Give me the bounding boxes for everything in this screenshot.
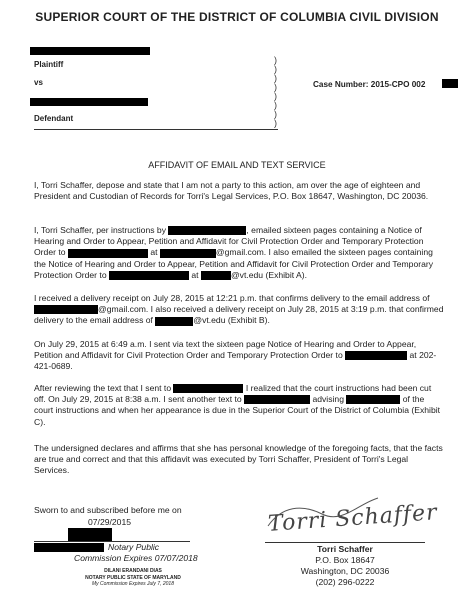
- vt-user-redaction-2: [155, 317, 193, 326]
- defendant-label: Defendant: [34, 114, 74, 123]
- stamp-state: NOTARY PUBLIC STATE OF MARYLAND: [85, 574, 181, 581]
- paragraph-text-service: [34, 339, 444, 373]
- p5-part-d: of the court instructions and when her appearance is due in the Superior Court of the District of Columbia (Exhibit C).: [34, 394, 441, 427]
- recipient-name-redaction-2: [109, 271, 189, 280]
- p2-part-a: I, Torri Schaffer, per instructions by: [34, 225, 166, 235]
- text-recipient-redaction-2: [173, 384, 243, 393]
- p5-part-a: After reviewing the text that I sent to: [34, 383, 172, 393]
- paragraph-second-text: [34, 383, 444, 428]
- p2-part-c: at: [150, 247, 158, 258]
- signer-name: Torri Schaffer: [317, 544, 373, 554]
- signer-phone: (202) 296-0222: [315, 577, 375, 587]
- case-number: Case Number: 2015-CPO 002: [313, 80, 426, 89]
- p2-part-b: , emailed sixteen pages containing a Notice of Hearing and Order to Appear, Petition and Affidavit for Civil Protection Order and Temporary Protection Order to: [34, 225, 424, 258]
- notary-stamp: [84, 568, 182, 588]
- caption-parentheses: ) ) ) ) ) ) ) ): [274, 55, 277, 128]
- p2-part-d: @gmail.com. I also emailed the sixteen pages containing the Notice of Hearing and Order to Appear, Petition and Affidavit for Civil Protection Order and Temporary Protection Order to: [34, 247, 434, 280]
- paragraph-declaration: The undersigned declares and affirms that she has personal knowledge of the foregoing facts, that the facts are true and correct and that this affidavit was executed by Torri Schaffer, President of Torri's Legal Services.: [34, 443, 443, 476]
- vt-user-redaction: [201, 271, 231, 280]
- p3-part-b: @gmail.com. I also received a delivery receipt on July 28, 2015 at 3:19 p.m. that confirmed delivery to the email address of: [34, 304, 444, 326]
- notary-public-label: Notary Public: [108, 542, 160, 552]
- text-recipient-redaction-3: [244, 395, 310, 404]
- recipient-name-redaction: [68, 249, 148, 258]
- sworn-date: 07/29/2015: [88, 517, 132, 527]
- p5-part-c: advising: [312, 394, 344, 405]
- signer-signature-line: [265, 542, 425, 543]
- defendant-name-redaction: [30, 98, 148, 106]
- gmail-user-redaction-2: [34, 305, 98, 314]
- text-recipient-redaction: [345, 351, 407, 360]
- paragraph-delivery-receipt: [34, 293, 444, 327]
- p2-part-e: at: [191, 269, 199, 280]
- signer-address-1: P.O. Box 18647: [315, 555, 375, 565]
- plaintiff-label: Plaintiff: [34, 60, 64, 69]
- affidavit-title: AFFIDAVIT OF EMAIL AND TEXT SERVICE: [148, 160, 326, 170]
- paragraph-intro: I, Torri Schaffer, depose and state that I am not a party to this action, am over the age of eighteen and President and Custodian of Records for Torri's Legal Services, P.O. Box 18647, Washington, DC 20036.: [34, 180, 429, 202]
- p3-part-c: @vt.edu (Exhibit B).: [193, 315, 270, 326]
- instructing-party-redaction: [168, 226, 246, 235]
- signer-address-2: Washington, DC 20036: [300, 566, 390, 576]
- p5-part-b: I realized that the court instructions had been cut off. On July 29, 2015 at 8:38 a.m. I sent another text to: [34, 383, 432, 405]
- p2-part-f: @vt.edu (Exhibit A).: [230, 269, 308, 280]
- notary-commission: Commission Expires 07/07/2018: [74, 553, 198, 563]
- court-title: SUPERIOR COURT OF THE DISTRICT OF COLUMBIA CIVIL DIVISION: [35, 10, 439, 24]
- vs-label: vs: [34, 78, 43, 87]
- text-recipient-redaction-4: [346, 395, 400, 404]
- p4-part-b: at 202-421-0689.: [34, 350, 437, 372]
- p4-part-a: On July 29, 2015 at 6:49 a.m. I sent via text the sixteen page Notice of Hearing and Order to Appear, Petition and Affidavit for Civil Protection Order and Temporary Protection Order to: [34, 339, 417, 361]
- signer-info: [265, 544, 425, 588]
- stamp-name: DILANI ERANDANI DIAS: [104, 568, 162, 574]
- signature-flourish: [262, 496, 382, 542]
- stamp-expiry: My Commission Expires July 7, 2018: [92, 581, 174, 587]
- case-number-redaction: [442, 79, 458, 88]
- plaintiff-name-redaction: [30, 47, 150, 55]
- paragraph-email-service: [34, 225, 444, 281]
- signature: Torri Schaffer: [267, 500, 439, 537]
- gmail-user-redaction: [160, 249, 216, 258]
- caption-underline: [34, 129, 278, 130]
- notary-name-redaction: [34, 543, 104, 552]
- notary-signature-redaction: [68, 528, 112, 542]
- p3-part-a: I received a delivery receipt on July 28, 2015 at 12:21 p.m. that confirms delivery to the email address of: [34, 293, 430, 303]
- sworn-statement: Sworn to and subscribed before me on: [34, 505, 182, 515]
